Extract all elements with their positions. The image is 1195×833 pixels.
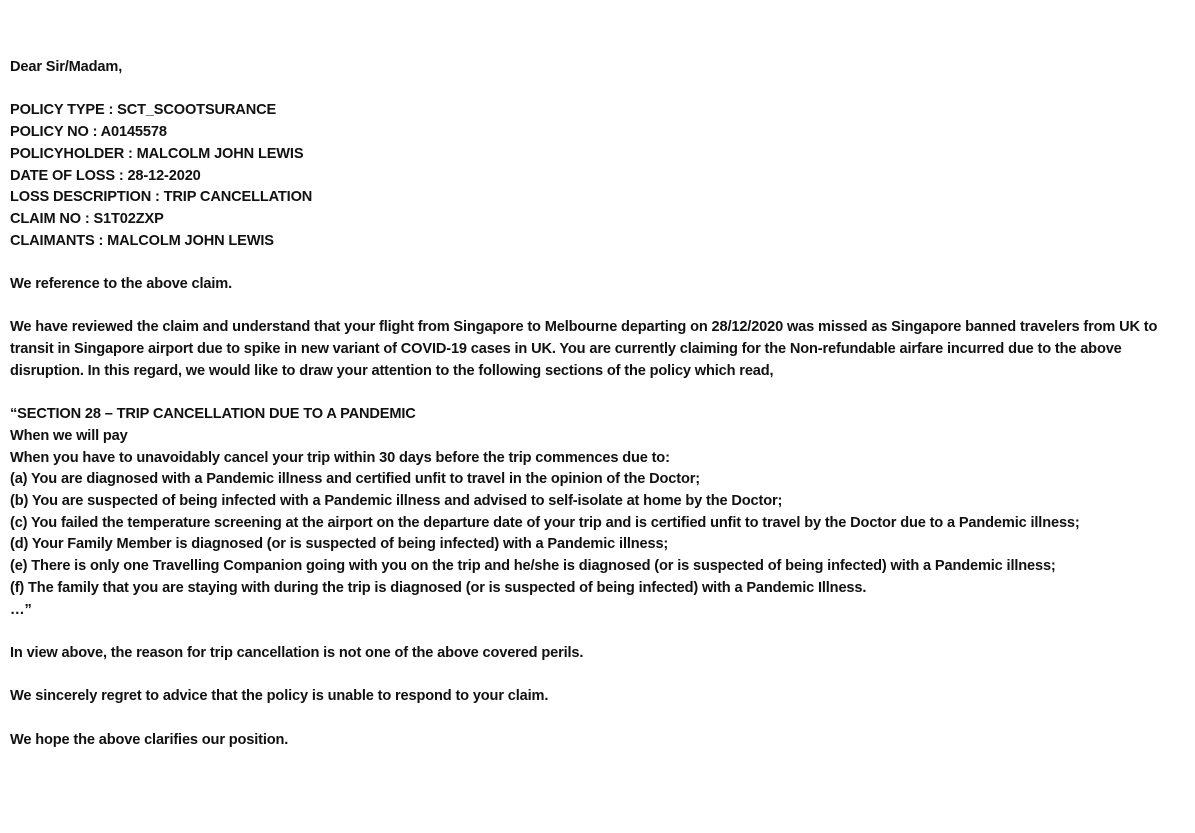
spacer bbox=[10, 383, 1190, 405]
section-closing-quote: …” bbox=[10, 601, 32, 618]
spacer bbox=[10, 252, 1190, 274]
review-paragraph bbox=[10, 317, 1190, 382]
date-of-loss: DATE OF LOSS : 28-12-2020 bbox=[10, 167, 201, 184]
policy-section-quote bbox=[10, 404, 1190, 621]
claim-letter bbox=[10, 57, 1190, 751]
loss-description: LOSS DESCRIPTION : TRIP CANCELLATION bbox=[10, 189, 313, 206]
section-item-c: (c) You failed the temperature screening at the airport on the departure date of your trip and is certified unfit to travel by the Doctor due to a Pandemic illness; bbox=[10, 514, 1080, 531]
policy-type: POLICY TYPE : SCT_SCOOTSURANCE bbox=[10, 102, 277, 119]
policyholder: POLICYHOLDER : MALCOLM JOHN LEWIS bbox=[10, 145, 304, 162]
claimants: CLAIMANTS : MALCOLM JOHN LEWIS bbox=[10, 232, 274, 249]
spacer bbox=[10, 296, 1190, 318]
closing-statement: We hope the above clarifies our position. bbox=[10, 731, 289, 748]
spacer bbox=[10, 79, 1190, 101]
section-item-d: (d) Your Family Member is diagnosed (or is suspected of being infected) with a Pandemic illness; bbox=[10, 536, 669, 553]
reference-line: We reference to the above claim. bbox=[10, 276, 233, 292]
regret-statement: We sincerely regret to advice that the policy is unable to respond to your claim. bbox=[10, 688, 549, 705]
conclusion: In view above, the reason for trip cancellation is not one of the above covered perils. bbox=[10, 644, 584, 661]
spacer bbox=[10, 621, 1190, 643]
spacer bbox=[10, 708, 1190, 730]
section-heading: “SECTION 28 – TRIP CANCELLATION DUE TO A PANDEMIC bbox=[10, 406, 416, 423]
section-item-e: (e) There is only one Travelling Companion going with you on the trip and he/she is diagnosed (or is suspected of being infected) with a Pandemic illness; bbox=[10, 558, 1056, 575]
policy-number: POLICY NO : A0145578 bbox=[10, 124, 167, 141]
section-intro: When you have to unavoidably cancel your trip within 30 days before the trip commences due to: bbox=[10, 449, 670, 466]
spacer bbox=[10, 665, 1190, 687]
claim-number: CLAIM NO : S1T02ZXP bbox=[10, 210, 164, 227]
salutation: Dear Sir/Madam, bbox=[10, 59, 123, 75]
review-line-3: disruption. In this regard, we would like to draw your attention to the following sections of the policy which read, bbox=[10, 362, 774, 379]
section-item-a: (a) You are diagnosed with a Pandemic illness and certified unfit to travel in the opinion of the Doctor; bbox=[10, 471, 700, 488]
section-subheading: When we will pay bbox=[10, 427, 128, 444]
policy-details bbox=[10, 100, 1190, 252]
review-line-1: We have reviewed the claim and understand that your flight from Singapore to Melbourne departing on 28/12/2020 was missed as Singapore banned travelers from UK to bbox=[10, 319, 1158, 336]
review-line-2: transit in Singapore airport due to spike in new variant of COVID-19 cases in UK. You are currently claiming for the Non-refundable airfare incurred due to the above bbox=[10, 341, 1122, 358]
section-item-b: (b) You are suspected of being infected with a Pandemic illness and advised to self-isolate at home by the Doctor; bbox=[10, 493, 783, 509]
section-item-f: (f) The family that you are staying with during the trip is diagnosed (or is suspected of being infected) with a Pandemic Illness. bbox=[10, 579, 867, 596]
